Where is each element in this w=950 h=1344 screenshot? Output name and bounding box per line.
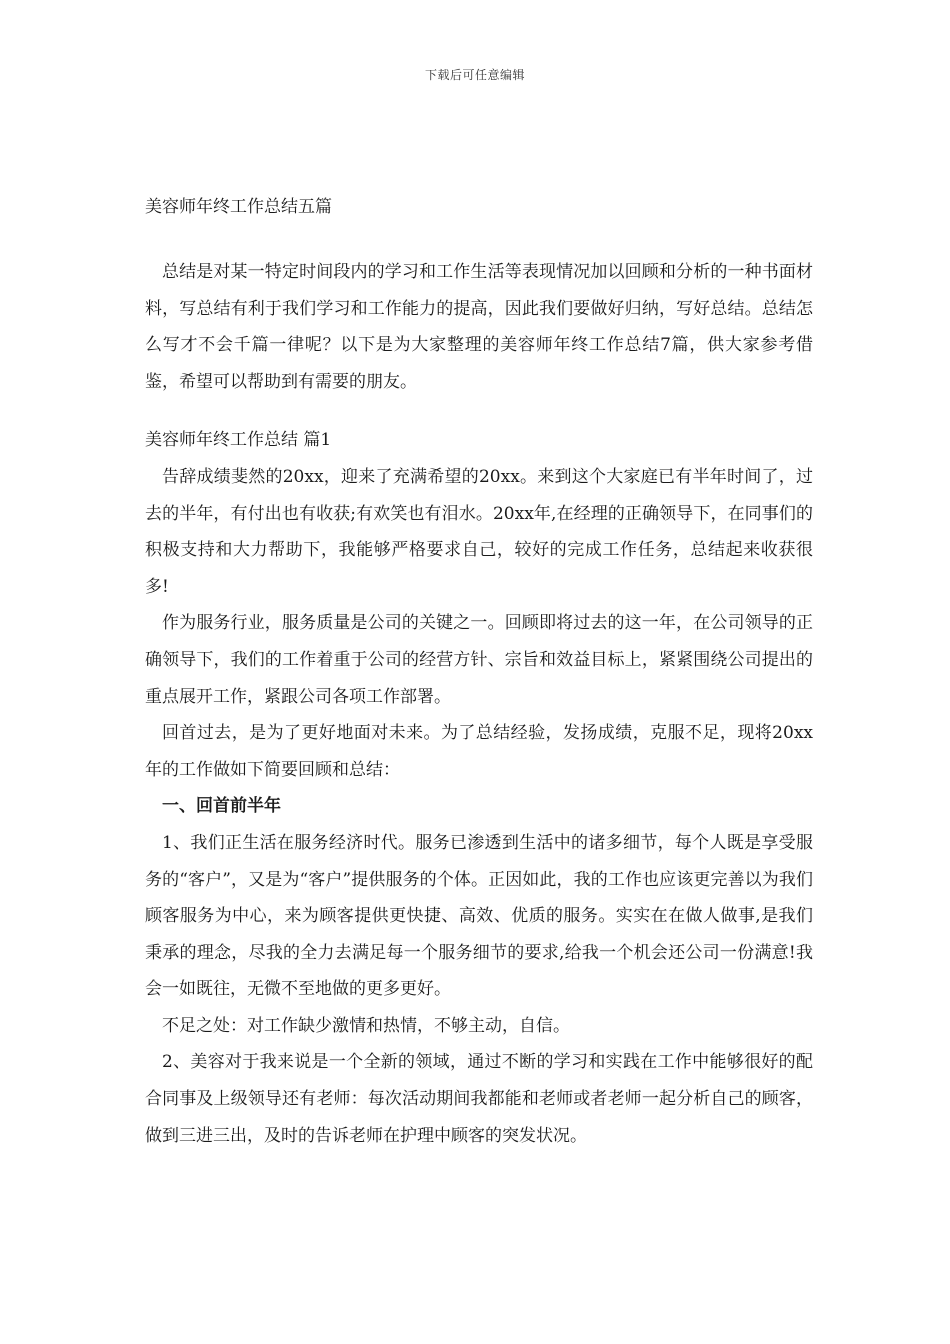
- header-note: 下载后可任意编辑: [424, 68, 525, 82]
- paragraph-6: 2、美容对于我来说是一个全新的领域，通过不断的学习和实践在工作中能够很好的配合同事及上级领导还有老师：每次活动期间我都能和老师或者老师一起分析自己的顾客，做到三进三出，及时的告诉老师在护理中顾客的突发状况。: [145, 1052, 813, 1146]
- section-title: 美容师年终工作总结 篇1: [145, 430, 332, 451]
- intro-paragraph: 总结是对某一特定时间段内的学习和工作生活等表现情况加以回顾和分析的一种书面材料，写总结有利于我们学习和工作能力的提高，因此我们要做好归纳，写好总结。总结怎么写才不会千篇一律呢？以下是为大家整理的美容师年终工作总结7篇，供大家参考借鉴，希望可以帮助到有需要的朋友。: [145, 262, 813, 392]
- paragraph-4: 1、我们正生活在服务经济时代。服务已渗透到生活中的诸多细节，每个人既是享受服务的“客户”，又是为“客户”提供服务的个体。正因如此，我的工作也应该更完善以为我们顾客服务为中心，来为顾客提供更快捷、高效、优质的服务。实实在在做人做事,是我们秉承的理念，尽我的全力去满足每一个服务细节的要求,给我一个机会还公司一份满意!我会一如既往，无微不至地做的更多更好。: [145, 832, 813, 1000]
- paragraph-5: 不足之处：对工作缺少激情和热情，不够主动，自信。: [162, 1015, 570, 1036]
- document-title: 美容师年终工作总结五篇: [145, 197, 332, 217]
- paragraph-3: 回首过去，是为了更好地面对未来。为了总结经验，发扬成绩，克服不足，现将20xx年的工作做如下简要回顾和总结：: [145, 723, 813, 780]
- document-body: [145, 190, 813, 1154]
- sub-heading: 一、回首前半年: [162, 796, 281, 817]
- paragraph-2: 作为服务行业，服务质量是公司的关键之一。回顾即将过去的这一年，在公司领导的正确领导下，我们的工作着重于公司的经营方针、宗旨和效益目标上，紧紧围绕公司提出的重点展开工作，紧跟公司各项工作部署。: [145, 613, 813, 707]
- paragraph-1: 告辞成绩斐然的20xx，迎来了充满希望的20xx。来到这个大家庭已有半年时间了，过去的半年，有付出也有收获;有欢笑也有泪水。20xx年,在经理的正确领导下，在同事们的积极支持和大力帮助下，我能够严格要求自己，较好的完成工作任务，总结起来收获很多!: [145, 466, 813, 597]
